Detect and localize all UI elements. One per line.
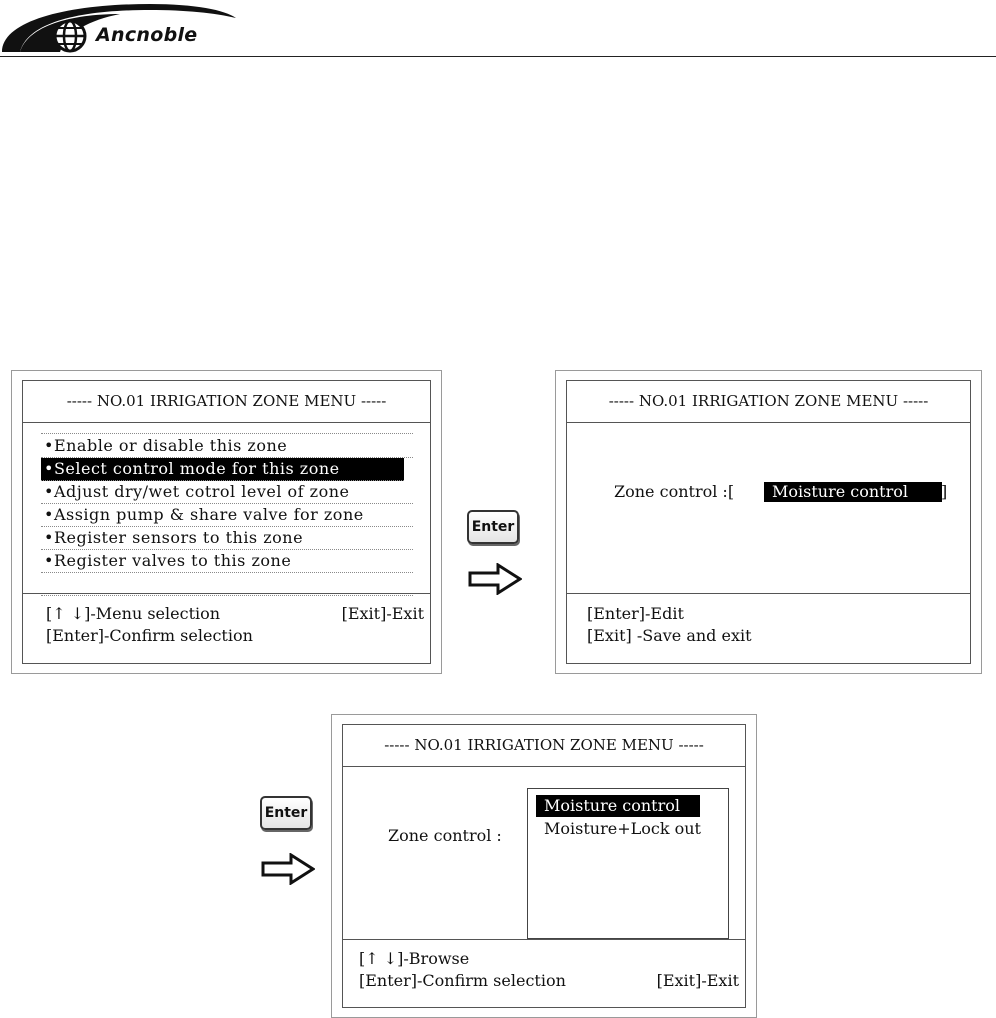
footer-exit-hint: [Exit]-Exit	[656, 971, 739, 990]
footer-browse-hint: [↑ ↓]-Browse	[359, 949, 470, 968]
menu-item-enable-zone[interactable]: •Enable or disable this zone	[41, 435, 413, 458]
menu-item-dry-wet-level[interactable]: •Adjust dry/wet cotrol level of zone	[41, 481, 413, 504]
footer-save-exit-hint: [Exit] -Save and exit	[587, 626, 752, 645]
zone-control-dropdown-screen	[331, 714, 757, 1018]
zone-control-bracket: ]	[941, 482, 948, 501]
header-divider	[0, 56, 996, 57]
screen-title: ----- NO.01 IRRIGATION ZONE MENU -----	[567, 381, 970, 423]
zone-control-screen	[555, 370, 982, 674]
screen-footer	[23, 593, 430, 663]
dropdown-option-moisture-lock-out[interactable]: Moisture+Lock out	[544, 819, 701, 838]
footer-confirm-hint: [Enter]-Confirm selection	[46, 626, 253, 645]
dropdown-option-moisture-control[interactable]: Moisture control	[536, 795, 700, 817]
zone-control-label: Zone control :[	[614, 482, 735, 501]
zone-control-label: Zone control :	[388, 826, 502, 845]
brand-logo	[0, 0, 240, 58]
zone-control-value[interactable]: Moisture control	[764, 482, 942, 502]
screen-title: ----- NO.01 IRRIGATION ZONE MENU -----	[23, 381, 430, 423]
right-arrow-icon	[468, 563, 522, 595]
menu-item-assign-pump[interactable]: •Assign pump & share valve for zone	[41, 504, 413, 527]
enter-key-icon	[260, 796, 312, 830]
footer-exit-hint: [Exit]-Exit	[341, 604, 424, 623]
menu-item-register-valves[interactable]: •Register valves to this zone	[41, 550, 413, 573]
footer-confirm-hint: [Enter]-Confirm selection	[359, 971, 566, 990]
footer-edit-hint: [Enter]-Edit	[587, 604, 684, 623]
brand-name: Ancnoble	[96, 24, 198, 46]
zone-menu-list	[41, 433, 413, 596]
control-mode-dropdown[interactable]	[527, 788, 729, 939]
enter-key-label: Enter	[264, 805, 308, 821]
enter-key-icon	[467, 510, 519, 544]
enter-key-label: Enter	[471, 519, 515, 535]
globe-icon	[55, 21, 85, 51]
footer-menu-selection-hint: [↑ ↓]-Menu selection	[46, 604, 221, 623]
right-arrow-icon	[261, 853, 315, 885]
screen-title: ----- NO.01 IRRIGATION ZONE MENU -----	[343, 725, 745, 767]
menu-item-control-mode[interactable]: •Select control mode for this zone	[41, 458, 404, 481]
menu-item-register-sensors[interactable]: •Register sensors to this zone	[41, 527, 413, 550]
screen-footer	[343, 939, 745, 1007]
screen-footer	[567, 593, 970, 663]
zone-menu-screen	[11, 370, 442, 674]
